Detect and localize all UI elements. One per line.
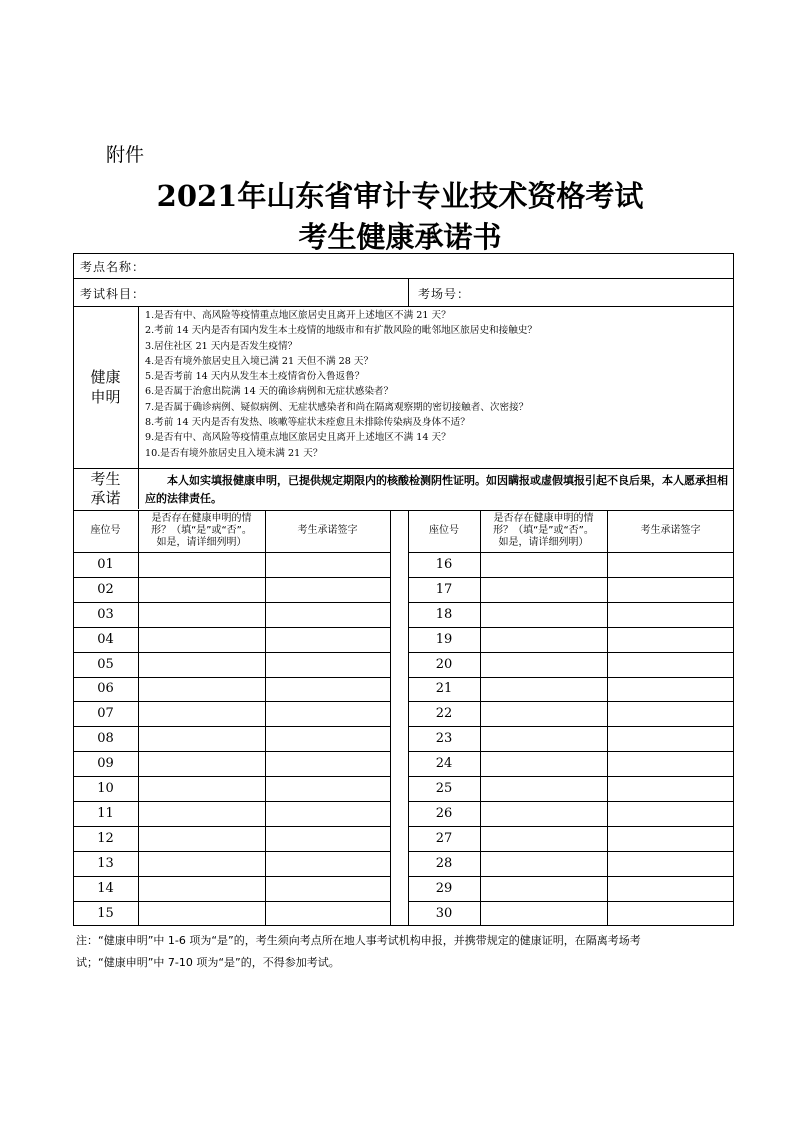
- seat-number: 30: [435, 905, 453, 921]
- seat-number: 20: [435, 656, 453, 672]
- exam-subject-label: 考试科目：: [80, 287, 146, 301]
- col-sign-right: 考生承诺签字: [640, 525, 701, 536]
- seat-number: 13: [97, 855, 114, 871]
- seat-number: 12: [97, 830, 114, 846]
- seat-number: 16: [435, 556, 453, 572]
- divider: [73, 278, 734, 279]
- divider: [390, 510, 391, 926]
- divider: [73, 306, 734, 307]
- seat-number: 19: [435, 631, 453, 647]
- health-item: 5.是否考前 14 天内从发生本土疫情省份入鲁返鲁？: [145, 371, 365, 383]
- divider: [408, 278, 409, 306]
- seat-number: 26: [435, 805, 453, 821]
- divider: [138, 306, 139, 509]
- seat-number: 17: [435, 581, 453, 597]
- seat-number: 18: [435, 606, 453, 622]
- seat-number: 06: [97, 681, 114, 697]
- seat-number: 04: [97, 631, 114, 647]
- exam-room-label: 考场号：: [418, 287, 471, 301]
- seat-number: 07: [97, 706, 114, 722]
- seat-number: 24: [435, 756, 453, 772]
- seat-number: 14: [97, 880, 114, 896]
- exam-site-label: 考点名称：: [80, 260, 146, 274]
- seat-number: 09: [97, 756, 114, 772]
- seat-number: 11: [97, 805, 114, 821]
- seat-number: 05: [97, 656, 114, 672]
- divider: [265, 510, 266, 926]
- pledge-label-line2: 承诺: [90, 489, 121, 507]
- footnote-line1: 注：“健康申明”中 1-6 项为“是”的，考生须向考点所在地人事考试机构申报，并携带规定的健康证明，在隔离考场考: [76, 934, 641, 947]
- health-item: 2.考前 14 天内是否有国内发生本土疫情的地级市和有扩散风险的毗邻地区旅居史和接触史？: [145, 325, 538, 337]
- seat-number: 01: [97, 556, 114, 572]
- col-health-right-line1: 是否存在健康申明的情: [493, 513, 594, 524]
- health-label-line1: 健康: [90, 368, 121, 386]
- col-health-right-line3: 如是，请详细列明）: [498, 537, 589, 548]
- pledge-label-line1: 考生: [90, 470, 121, 488]
- footnote-line2: 试；“健康申明”中 7-10 项为“是”的，不得参加考试。: [76, 956, 340, 969]
- seat-number: 08: [97, 731, 114, 747]
- attachment-label: 附件: [106, 144, 145, 166]
- divider: [73, 468, 734, 469]
- seat-number: 02: [97, 581, 114, 597]
- col-health-left-line1: 是否存在健康申明的情: [151, 513, 252, 524]
- col-health-left-line3: 如是，请详细列明）: [156, 537, 247, 548]
- health-item: 1.是否有中、高风险等疫情重点地区旅居史且离开上述地区不满 21 天？: [145, 310, 451, 321]
- pledge-label: [73, 468, 138, 510]
- seat-number: 23: [435, 731, 453, 747]
- seat-number: 28: [435, 855, 453, 871]
- col-health-right: [480, 510, 607, 552]
- seat-number: 03: [97, 606, 114, 622]
- health-item: 4.是否有境外旅居史且入境已满 21 天但不满 28 天？: [145, 355, 374, 367]
- col-seat-left: 座位号: [90, 525, 121, 536]
- page-subtitle: 考生健康承诺书: [298, 220, 502, 254]
- seat-number: 29: [435, 880, 453, 896]
- col-sign-left: 考生承诺签字: [297, 525, 358, 536]
- health-item: 6.是否属于治愈出院满 14 天的确诊病例和无症状感染者？: [145, 386, 394, 398]
- seat-number: 10: [97, 781, 114, 797]
- health-label-line2: 申明: [90, 388, 121, 406]
- col-health-right-line2: 形？（填“是”或“否”。: [493, 525, 594, 536]
- seat-number: 25: [435, 781, 453, 797]
- health-item: 8.考前 14 天内是否有发热、咳嗽等症状未痊愈且未排除传染病及身体不适？: [145, 417, 470, 429]
- health-item: 7.是否属于确诊病例、疑似病例、无症状感染者和尚在隔离观察期的密切接触者、次密接？: [145, 401, 529, 413]
- health-item: 10.是否有境外旅居史且入境未满 21 天？: [145, 447, 323, 459]
- col-seat-right: 座位号: [429, 525, 459, 536]
- health-item: 3.居住社区 21 天内是否发生疫情？: [145, 340, 298, 352]
- pledge-text: 本人如实填报健康申明，已提供规定期限内的核酸检测阴性证明。如因瞒报或虚假填报引起不良后果，本人愿承担相应的法律责任。: [145, 474, 728, 505]
- col-health-left-line2: 形？（填“是”或“否”。: [151, 525, 252, 536]
- health-declaration-label: [73, 306, 138, 468]
- seat-number: 15: [97, 905, 114, 921]
- divider: [138, 510, 139, 926]
- divider: [480, 510, 481, 926]
- seat-number: 21: [435, 681, 453, 697]
- seat-number: 27: [435, 830, 453, 846]
- seat-number: 22: [435, 706, 453, 722]
- health-items-list: [145, 308, 730, 461]
- col-health-left: [138, 510, 265, 552]
- footnote: [76, 930, 736, 974]
- page-title: 2021年山东省审计专业技术资格考试: [156, 179, 644, 213]
- health-item: 9.是否有中、高风险等疫情重点地区旅居史且离开上述地区不满 14 天？: [145, 432, 451, 444]
- divider: [607, 510, 608, 926]
